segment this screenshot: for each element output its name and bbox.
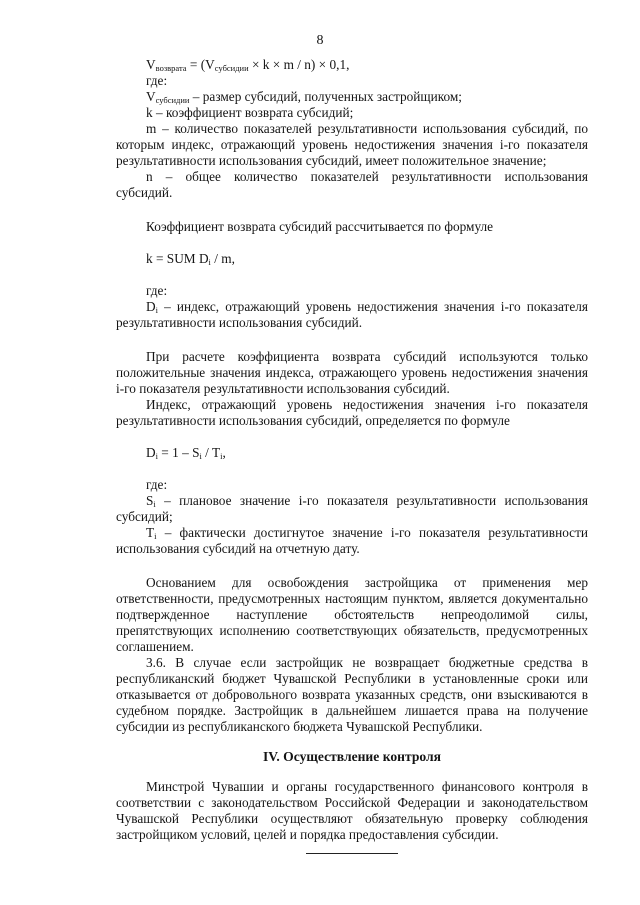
end-divider — [306, 853, 398, 854]
formula-symbol: V — [146, 57, 156, 72]
def-subscript: i — [155, 305, 158, 315]
def-text: – индекс, отражающий уровень недостижения значения i-го показателя результативности использования субсидий. — [116, 299, 588, 330]
def-subscript: субсидии — [155, 95, 190, 105]
formula-text: × k × m / n) × 0,1, — [248, 57, 350, 72]
formula-subscript: возврата — [155, 63, 187, 73]
formula-subscript: i — [155, 451, 158, 461]
paragraph-positive-values: При расчете коэффициента возврата субсидий используются только положительные значения индекса, отражающего уровень недостижения значения i-го показателя результативности использования субсидий. — [116, 349, 588, 396]
definition-n: n – общее количество показателей результативности использования субсидий. — [116, 169, 588, 200]
def-text: – фактически достигнутое значение i-го показателя результативности использования субсидий на отчетную дату. — [116, 525, 588, 556]
def-symbol: T — [146, 525, 155, 540]
def-text: – плановое значение i-го показателя результативности использования субсидий; — [116, 493, 588, 524]
formula-index — [116, 445, 588, 461]
where-label: где: — [146, 73, 168, 88]
paragraph-index: Индекс, отражающий уровень недостижения значения i-го показателя результативности использования субсидий, определяется по формуле — [116, 397, 588, 428]
formula-text: / m, — [210, 251, 235, 266]
formula-text: / T — [201, 445, 221, 460]
page-number: 8 — [316, 33, 324, 48]
def-symbol: D — [146, 299, 156, 314]
formula-return-amount — [116, 57, 588, 73]
def-symbol: V — [146, 89, 156, 104]
definition-v — [116, 89, 588, 105]
where-label: где: — [146, 283, 168, 298]
coefficient-intro: Коэффициент возврата субсидий рассчитывается по формуле — [146, 219, 494, 234]
formula-text: k = SUM D — [146, 251, 209, 266]
paragraph-3-6: 3.6. В случае если застройщик не возвращает бюджетные средства в республиканский бюджет Чувашской Республики в установленные сроки или отказывается от добровольного возврата указанных средств, они взыскиваются в судебном порядке. Застройщик в дальнейшем лишается права на получение субсидии из республиканского бюджета Чувашской Республики. — [116, 655, 588, 734]
def-text: – размер субсидий, полученных застройщиком; — [189, 89, 462, 104]
formula-subscript: i — [220, 451, 223, 461]
section-heading: IV. Осуществление контроля — [263, 749, 441, 764]
def-subscript: i — [154, 531, 157, 541]
definition-d — [116, 299, 588, 331]
formula-subscript: i — [199, 451, 202, 461]
definition-k: k – коэффициент возврата субсидий; — [146, 105, 354, 120]
formula-text: = (V — [186, 57, 215, 72]
definition-m: m – количество показателей результативности использования субсидий, по которым индекс, отражающий уровень недостижения значения i-го показателя результативности использования субсидий, имеет положительное значение; — [116, 121, 588, 168]
formula-coefficient — [116, 251, 588, 267]
formula-text: , — [222, 445, 226, 460]
where-label: где: — [146, 477, 168, 492]
def-subscript: i — [153, 499, 156, 509]
formula-text: = 1 – S — [157, 445, 200, 460]
document-body — [116, 57, 588, 854]
paragraph-basis: Основанием для освобождения застройщика от применения мер ответственности, предусмотренных настоящим пунктом, является документально подтвержденное наступление обстоятельств непреодолимой силы, препятствующих исполнению соответствующих обязательств, предусмотренных соглашением. — [116, 575, 588, 654]
def-symbol: S — [146, 493, 154, 508]
definition-s — [116, 493, 588, 525]
formula-subscript: субсидии — [214, 63, 249, 73]
paragraph-control: Минстрой Чувашии и органы государственного финансового контроля в соответствии с законодательством Российской Федерации и законодательством Чувашской Республики осуществляют обязательную проверку соблюдения застройщиком условий, целей и порядка предоставления субсидии. — [116, 779, 588, 842]
formula-text: D — [146, 445, 156, 460]
definition-t — [116, 525, 588, 557]
formula-subscript: i — [208, 257, 211, 267]
